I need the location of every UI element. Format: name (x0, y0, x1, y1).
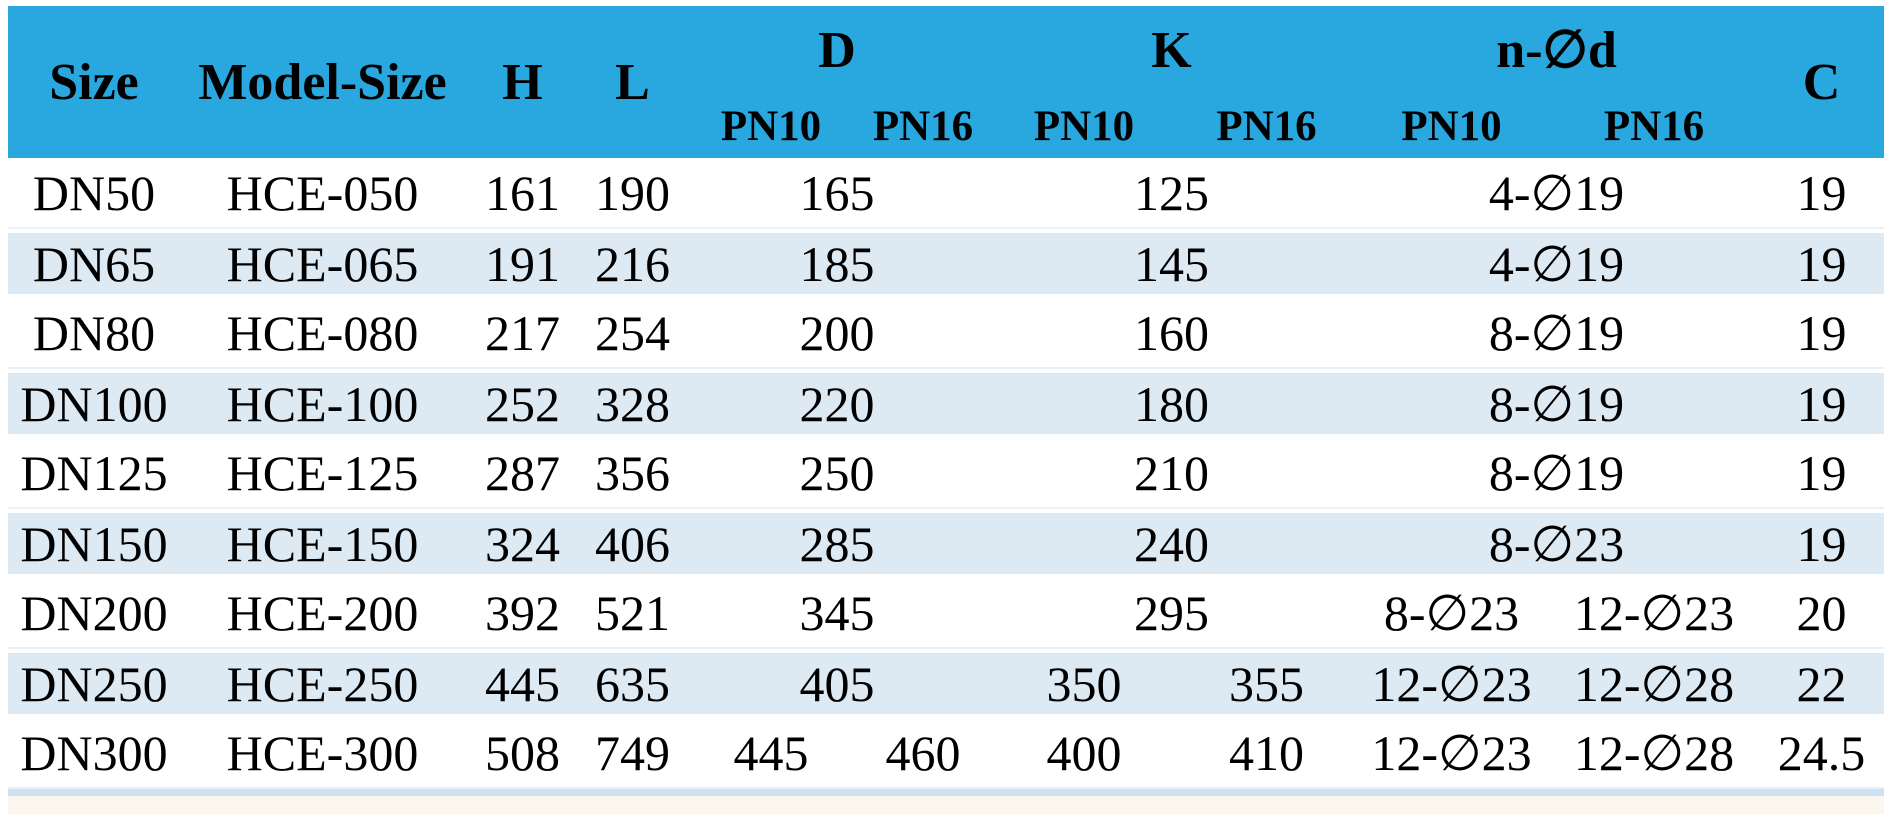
table-row (8, 718, 1884, 788)
cell-h: 324 (465, 508, 580, 578)
cell-l: 635 (580, 648, 685, 718)
cell-k-merged: 240 (989, 508, 1354, 578)
header-group-row (8, 6, 1884, 94)
cell-k-pn10: 350 (989, 648, 1179, 718)
cell-k-pn16: 410 (1179, 718, 1354, 788)
cell-model-size: HCE-200 (180, 578, 465, 648)
cell-h: 287 (465, 438, 580, 508)
cell-k-merged: 160 (989, 298, 1354, 368)
cell-model-size: HCE-150 (180, 508, 465, 578)
cell-c: 24.5 (1759, 718, 1884, 788)
col-header-l: L (580, 6, 685, 158)
cell-nd-merged: 8-∅19 (1354, 438, 1759, 508)
table-row (8, 508, 1884, 578)
cell-c: 20 (1759, 578, 1884, 648)
cell-d-merged: 185 (685, 228, 989, 298)
cell-size: DN125 (8, 438, 180, 508)
cell-model-size: HCE-100 (180, 368, 465, 438)
cell-l: 328 (580, 368, 685, 438)
cell-nd-pn10: 8-∅23 (1354, 578, 1549, 648)
table-row (8, 578, 1884, 648)
cell-nd-merged: 4-∅19 (1354, 158, 1759, 228)
cell-k-merged: 125 (989, 158, 1354, 228)
cell-d-merged: 220 (685, 368, 989, 438)
cell-model-size: HCE-250 (180, 648, 465, 718)
table-row (8, 158, 1884, 228)
col-header-size: Size (8, 6, 180, 158)
cell-d-merged: 345 (685, 578, 989, 648)
col-group-d: D (685, 6, 989, 94)
subcol-d-pn10: PN10 (685, 94, 857, 158)
cell-l: 521 (580, 578, 685, 648)
cell-d-merged: 250 (685, 438, 989, 508)
cell-nd-merged: 8-∅19 (1354, 298, 1759, 368)
table-row (8, 228, 1884, 298)
cell-nd-merged: 8-∅19 (1354, 368, 1759, 438)
cell-size: DN200 (8, 578, 180, 648)
cell-nd-pn16: 12-∅28 (1549, 648, 1759, 718)
col-header-h: H (465, 6, 580, 158)
cell-c: 19 (1759, 228, 1884, 298)
cell-h: 508 (465, 718, 580, 788)
table-header (8, 6, 1884, 158)
cell-size: DN150 (8, 508, 180, 578)
cell-model-size: HCE-050 (180, 158, 465, 228)
cell-l: 254 (580, 298, 685, 368)
cell-d-pn16: 460 (857, 718, 989, 788)
cell-h: 252 (465, 368, 580, 438)
cell-c: 22 (1759, 648, 1884, 718)
cell-c: 19 (1759, 438, 1884, 508)
cell-c: 19 (1759, 368, 1884, 438)
cell-h: 161 (465, 158, 580, 228)
cell-k-merged: 295 (989, 578, 1354, 648)
cell-k-pn10: 400 (989, 718, 1179, 788)
table-row (8, 648, 1884, 718)
cell-k-pn16: 355 (1179, 648, 1354, 718)
subcol-d-pn16: PN16 (857, 94, 989, 158)
bottom-divider-line (8, 789, 1884, 796)
cell-c: 19 (1759, 158, 1884, 228)
cell-model-size: HCE-300 (180, 718, 465, 788)
cell-d-merged: 200 (685, 298, 989, 368)
table-body (8, 158, 1884, 788)
subcol-k-pn10: PN10 (989, 94, 1179, 158)
cell-nd-merged: 8-∅23 (1354, 508, 1759, 578)
cell-k-merged: 145 (989, 228, 1354, 298)
cell-l: 216 (580, 228, 685, 298)
cell-size: DN50 (8, 158, 180, 228)
cell-d-merged: 405 (685, 648, 989, 718)
cell-nd-pn10: 12-∅23 (1354, 648, 1549, 718)
cell-model-size: HCE-125 (180, 438, 465, 508)
table-row (8, 298, 1884, 368)
cell-l: 406 (580, 508, 685, 578)
cell-model-size: HCE-080 (180, 298, 465, 368)
cell-size: DN100 (8, 368, 180, 438)
cell-l: 749 (580, 718, 685, 788)
cell-h: 217 (465, 298, 580, 368)
cell-size: DN65 (8, 228, 180, 298)
cell-nd-merged: 4-∅19 (1354, 228, 1759, 298)
cell-d-merged: 285 (685, 508, 989, 578)
cell-h: 445 (465, 648, 580, 718)
cell-size: DN300 (8, 718, 180, 788)
table-row (8, 368, 1884, 438)
table-row (8, 438, 1884, 508)
col-group-k: K (989, 6, 1354, 94)
col-group-n-diameter-d: n-∅d (1354, 6, 1759, 94)
cell-l: 356 (580, 438, 685, 508)
cell-h: 392 (465, 578, 580, 648)
subcol-k-pn16: PN16 (1179, 94, 1354, 158)
cell-model-size: HCE-065 (180, 228, 465, 298)
cell-c: 19 (1759, 508, 1884, 578)
cell-d-merged: 165 (685, 158, 989, 228)
cell-size: DN250 (8, 648, 180, 718)
cell-c: 19 (1759, 298, 1884, 368)
cell-d-pn10: 445 (685, 718, 857, 788)
col-header-c: C (1759, 6, 1884, 158)
cell-nd-pn16: 12-∅23 (1549, 578, 1759, 648)
cell-l: 190 (580, 158, 685, 228)
flange-dimensions-table (8, 6, 1884, 789)
cell-k-merged: 210 (989, 438, 1354, 508)
subcol-nd-pn16: PN16 (1549, 94, 1759, 158)
cell-nd-pn16: 12-∅28 (1549, 718, 1759, 788)
cell-k-merged: 180 (989, 368, 1354, 438)
cell-nd-pn10: 12-∅23 (1354, 718, 1549, 788)
subcol-nd-pn10: PN10 (1354, 94, 1549, 158)
bottom-margin-strip (8, 796, 1884, 814)
cell-h: 191 (465, 228, 580, 298)
cell-size: DN80 (8, 298, 180, 368)
col-header-model-size: Model-Size (180, 6, 465, 158)
